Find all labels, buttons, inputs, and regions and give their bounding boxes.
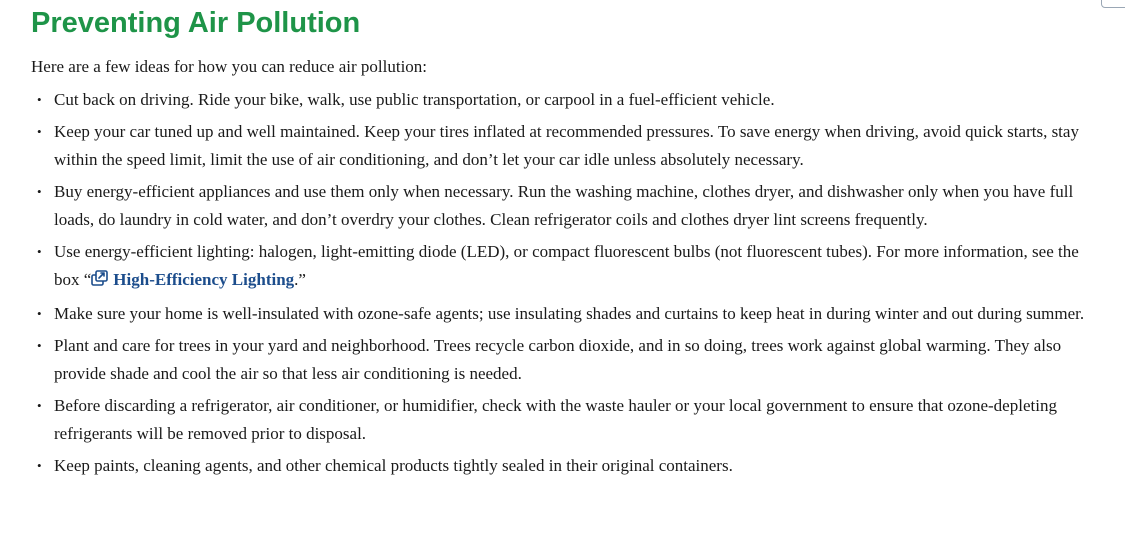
bullet: • [37,306,42,321]
tip-text: Use energy-efficient lighting: halogen, light-emitting diode (LED), or compact fluorescent bulbs (not fluorescent tubes). For more information, see the box “ [54,242,1079,289]
list-item [31,86,1095,114]
bullet: • [37,398,42,413]
link-label: High-Efficiency Lighting [113,270,295,289]
tip-text: Before discarding a refrigerator, air conditioner, or humidifier, check with the waste hauler or your local government to ensure that ozone-depleting refrigerants will be removed prior to disposal. [54,396,1057,443]
bullet: • [37,92,42,107]
bullet: • [37,124,42,139]
bullet: • [37,244,42,259]
list-item [31,118,1095,174]
tip-text: Make sure your home is well-insulated with ozone-safe agents; use insulating shades and curtains to keep heat in during winter and out during summer. [54,304,1085,323]
page-title: Preventing Air Pollution [31,7,361,39]
list-item [31,178,1095,234]
intro-text: Here are a few ideas for how you can reduce air pollution: [31,57,428,76]
list-item [31,300,1095,328]
tips-list [31,86,1095,480]
tip-text: Cut back on driving. Ride your bike, walk, use public transportation, or carpool in a fuel-efficient vehicle. [54,90,775,109]
bullet: • [37,338,42,353]
bullet: • [37,184,42,199]
tip-text: Plant and care for trees in your yard and neighborhood. Trees recycle carbon dioxide, and in so doing, trees work against global warming. They also provide shade and cool the air so that less air conditioning is needed. [54,336,1062,383]
tip-text: Keep your car tuned up and well maintained. Keep your tires inflated at recommended pressures. To save energy when driving, avoid quick starts, stay within the speed limit, limit the use of air conditioning, and don’t let your car idle unless absolutely necessary. [54,122,1079,169]
tip-text-end: .” [294,270,306,289]
external-link-icon [91,268,109,296]
corner-widget[interactable] [1101,0,1125,8]
list-item [31,392,1095,448]
list-item [31,452,1095,480]
tip-text: Buy energy-efficient appliances and use them only when necessary. Run the washing machine, clothes dryer, and dishwasher only when you have full loads, do laundry in cold water, and don’t overdry your clothes. Clean refrigerator coils and clothes dryer lint screens frequently. [54,182,1074,229]
high-efficiency-lighting-link[interactable] [91,270,294,289]
tip-text: Keep paints, cleaning agents, and other chemical products tightly sealed in their original containers. [54,456,733,475]
bullet: • [37,458,42,473]
list-item [31,238,1095,296]
list-item [31,332,1095,388]
